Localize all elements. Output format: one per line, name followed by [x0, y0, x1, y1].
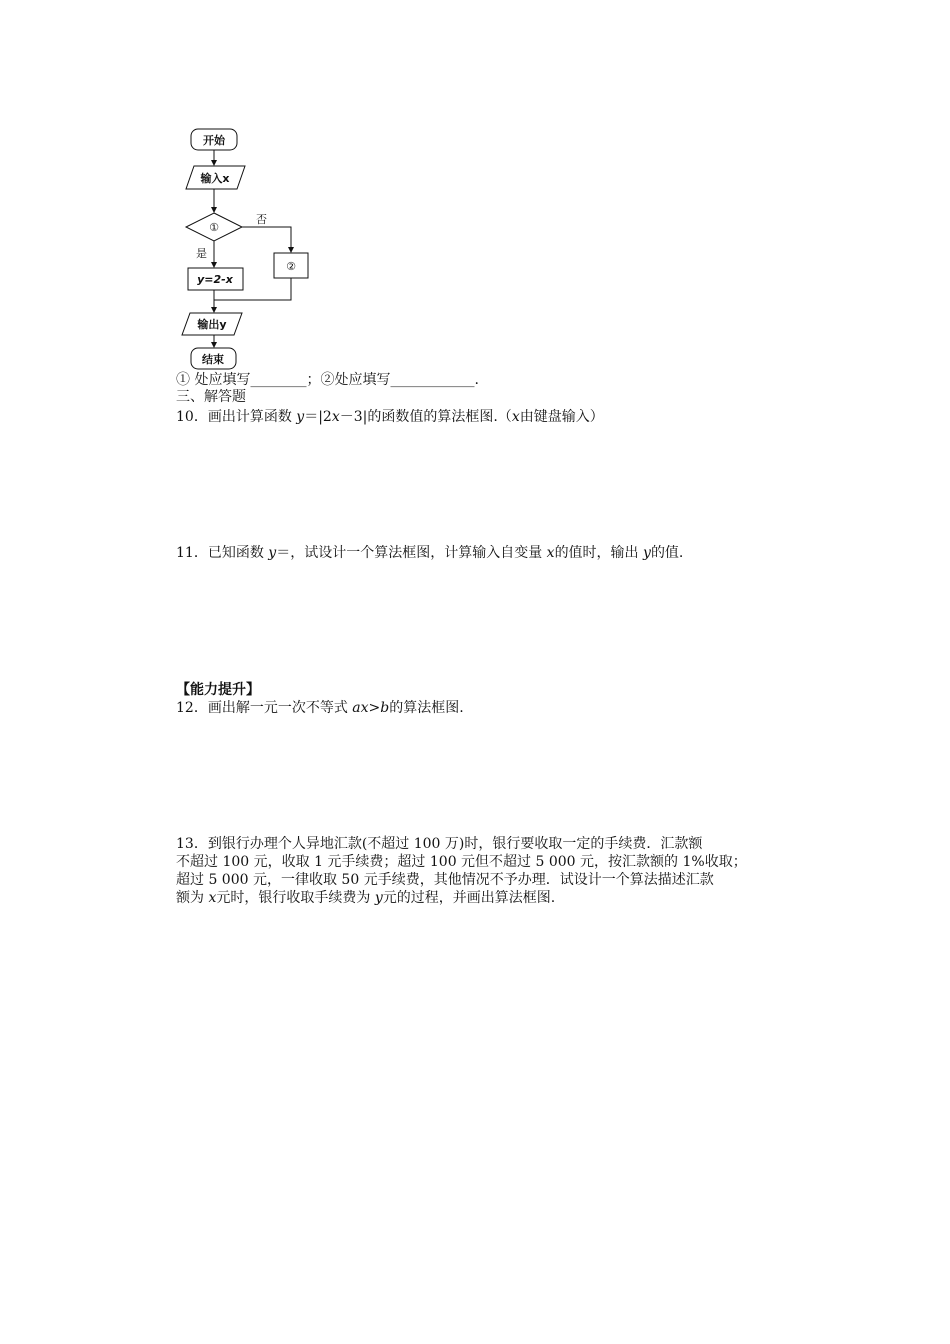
yes-process-box: [188, 268, 243, 290]
no-process-box: [274, 253, 308, 278]
q13-text: 额为: [176, 890, 209, 906]
question-13-line-2: 不超过 100 元，收取 1 元手续费；超过 100 元但不超过 5 000 元，按汇款额的 1%收取；: [176, 854, 747, 870]
question-13-line-3: 超过 5 000 元，一律收取 50 元手续费，其他情况不予办理．试设计一个算法描述汇款: [176, 872, 714, 888]
q10-text: 画出计算函数: [207, 409, 297, 425]
output-parallelogram: [182, 313, 242, 335]
q13-var-x: x: [208, 890, 217, 906]
q10-text: ＝|2: [304, 409, 332, 425]
q10-text: －3|的函数值的算法框图.（: [339, 409, 512, 425]
section-heading: 三、解答题: [176, 389, 246, 405]
end-label: 结束: [202, 353, 224, 366]
flowchart: [0, 0, 320, 380]
q10-var-y: y: [296, 409, 305, 425]
q13-text: 元的过程，并画出算法框图.: [382, 890, 556, 906]
q13-text: 元时，银行收取手续费为: [216, 890, 375, 906]
q11-var-x: x: [546, 545, 555, 561]
question-13-line-1: 13．到银行办理个人异地汇款(不超过 100 万)时，银行要收取一定的手续费．汇款额: [176, 836, 703, 852]
q12-number: 12．: [176, 700, 208, 716]
q13-var-y: y: [374, 890, 383, 906]
q11-text: ＝，试设计一个算法框图，计算输入自变量: [276, 545, 547, 561]
yes-label: 是: [196, 247, 207, 260]
ability-heading: 【能力提升】: [176, 682, 260, 698]
question-11: [176, 545, 683, 562]
end-terminal: [191, 348, 236, 369]
question-12: [176, 700, 464, 717]
q11-text: 已知函数: [207, 545, 269, 561]
input-label: 输入x: [200, 172, 230, 185]
fill-blank-question: ① 处应填写________；②处应填写____________.: [176, 372, 479, 388]
start-terminal: [191, 129, 237, 150]
q10-text: 由键盘输入）: [519, 409, 604, 425]
q10-number: 10．: [176, 409, 208, 425]
q11-text: 的值.: [650, 545, 684, 561]
decision-diamond: [186, 213, 242, 241]
q12-text: 画出解一元一次不等式: [207, 700, 353, 716]
q11-number: 11．: [176, 545, 208, 561]
q12-text: 的算法框图.: [389, 700, 464, 716]
input-parallelogram: [186, 166, 245, 189]
q10-var-x: x: [511, 409, 520, 425]
yes-process-label: y=2-x: [197, 273, 233, 286]
q10-var-x: x: [331, 409, 340, 425]
arrow-no-branch: [242, 227, 291, 252]
start-label: 开始: [203, 134, 225, 147]
no-label: 否: [256, 213, 267, 226]
q11-var-y: y: [268, 545, 277, 561]
q12-expression: ax>b: [352, 700, 390, 716]
q11-var-y: y: [643, 545, 651, 561]
question-10: [176, 409, 604, 426]
decision-label: ①: [209, 221, 219, 234]
question-13-line-4: [176, 890, 555, 907]
q11-text: 的值时，输出: [554, 545, 644, 561]
no-process-label: ②: [286, 260, 296, 273]
output-label: 输出y: [197, 318, 227, 331]
